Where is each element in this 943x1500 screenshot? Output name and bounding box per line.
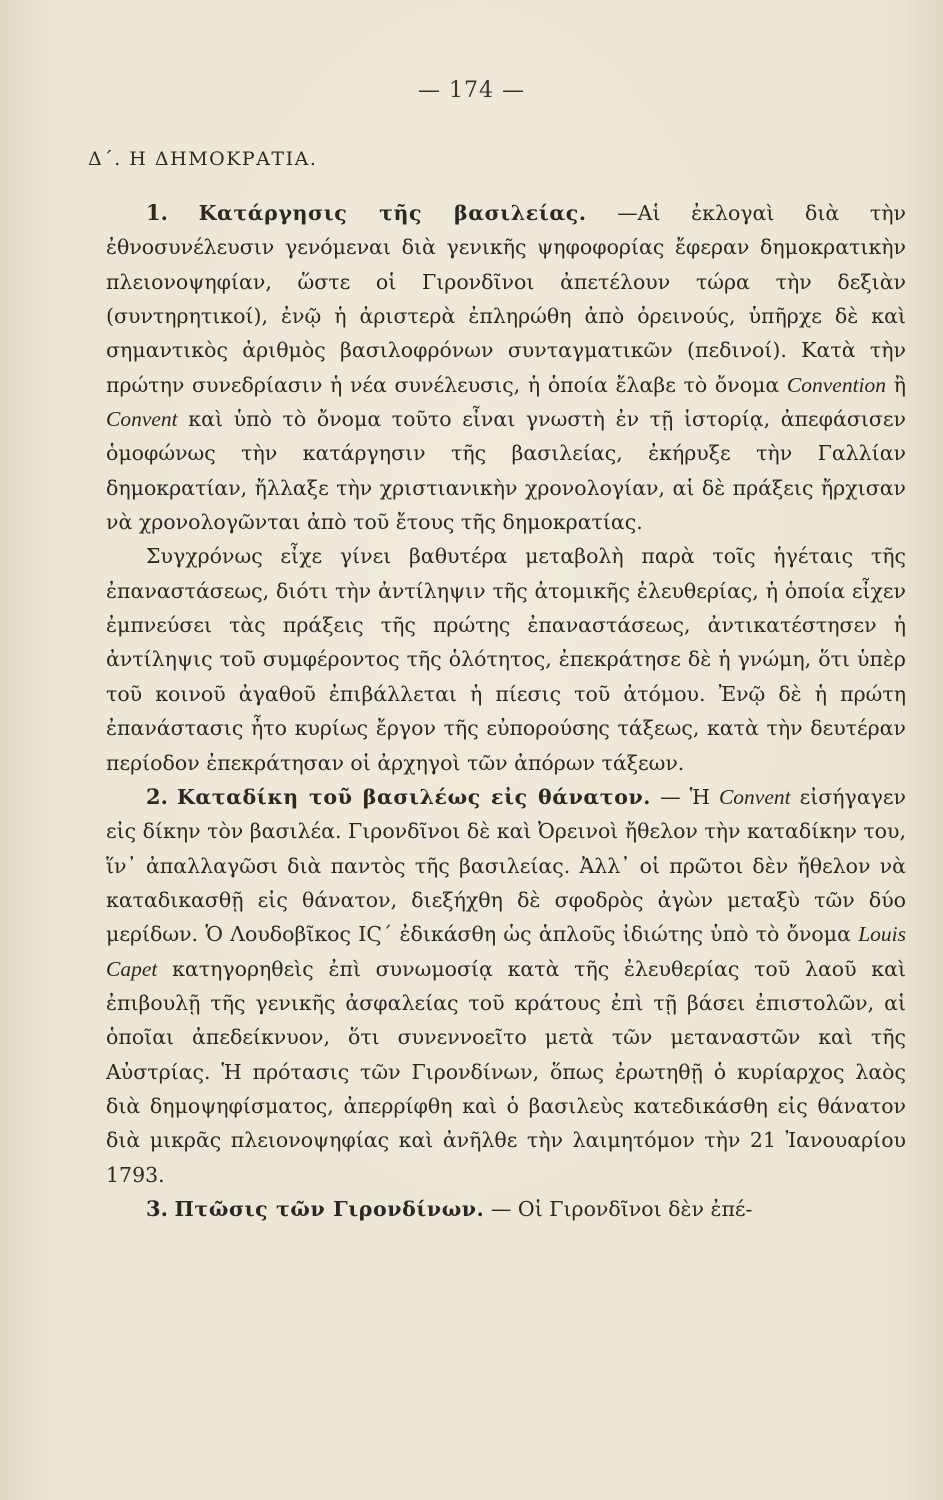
foreign-term-convent: Convent	[718, 784, 791, 809]
section-3-heading: Πτῶσις τῶν Γιρονδίνων.	[174, 1196, 485, 1221]
section-2-number: 2.	[146, 783, 168, 809]
section-2-text-c: κατηγορηθεὶς ἐπὶ συνωμοσίᾳ κατὰ τῆς ἐλευθερίας τοῦ λαοῦ καὶ ἐπιβουλῇ τῆς γενικῆς ἀσφαλείας τοῦ κράτους ἐπὶ τῇ βάσει ἐπιστολῶν, αἱ ὁποῖαι ἀπεδείκνυον, ὅτι συνεννοεῖτο μετὰ τῶν μεταναστῶν καὶ τῆς Αὐστρίας. Ἡ πρότασις τῶν Γιρονδίνων, ὅπως ἐρωτηθῇ ὁ κυρίαρχος λαὸς διὰ δημοψηφίσματος, ἀπερρίφθη καὶ ὁ βασιλεὺς κατεδικάσθη εἰς θάνατον διὰ μικρᾶς πλειονοψηφίας καὶ ἀνῆλθε τὴν λαιμητόμον τὴν 21 Ἰανουαρίου 1793.	[106, 956, 906, 1187]
section-2-heading: Καταδίκη τοῦ βασιλέως εἰς θάνατον.	[176, 784, 652, 809]
section-3-text-a: — Οἱ Γιρονδῖνοι δὲν ἐπέ-	[484, 1196, 753, 1221]
page-number: — 174 —	[418, 78, 525, 103]
section-1-paragraph	[106, 196, 906, 539]
section-3-number: 3.	[146, 1195, 168, 1221]
section-1-text-c: καὶ ὑπὸ τὸ ὄνομα τοῦτο εἶναι γνωστὴ ἐν τῇ ἱστορίᾳ, ἀπεφάσισεν ὁμοφώνως τὴν κατάργησιν τῆς βασιλείας, ἐκήρυξε τὴν Γαλλίαν δημοκρατίαν, ἤλλαξε τὴν χριστιανικὴν χρονολογίαν, αἱ δὲ πράξεις ἤρχισαν νὰ χρονολογῶνται ἀπὸ τοῦ ἔτους τῆς δημοκρατίας.	[106, 407, 906, 535]
foreign-term-convention: Convention	[786, 372, 887, 397]
foreign-term-louis-capet: Louis Capet	[106, 922, 906, 981]
section-2-paragraph	[106, 780, 906, 1192]
section-1-paragraph-2: Συγχρόνως εἶχε γίνει βαθυτέρα μεταβολὴ παρὰ τοῖς ἡγέταις τῆς ἐπαναστάσεως, διότι τὴν ἀντίληψιν τῆς ἀτομικῆς ἐλευθερίας, ἡ ὁποία εἶχεν ἐμπνεύσει τὰς πράξεις τῆς πρώτης ἐπαναστάσεως, ἀντικατέστησεν ἡ ἀντίληψις τοῦ συμφέροντος τῆς ὁλότητος, ἐπεκράτησε δὲ ἡ γνώμη, ὅτι ὑπὲρ τοῦ κοινοῦ ἀγαθοῦ ἐπιβάλλεται ἡ πίεσις τοῦ ἀτόμου. Ἐνῷ δὲ ἡ πρώτη ἐπανάστασις ἦτο κυρίως ἔργον τῆς εὐπορούσης τάξεως, κατὰ τὴν δευτέραν περίοδον ἐπεκράτησαν οἱ ἀρχηγοὶ τῶν ἀπόρων τάξεων.	[106, 544, 906, 775]
section-1-text-a: —Αἱ ἐκλογαὶ διὰ τὴν ἐθνοσυνέλευσιν γενόμεναι διὰ γενικῆς ψηφοφορίας ἔφεραν δημοκρατικὴν πλειονοψηφίαν, ὥστε οἱ Γιρονδῖνοι ἀπετέλουν τώρα τὴν δεξιὰν (συντηρητικοί), ἐνῷ ἡ ἀριστερὰ ἐπληρώθη ἀπὸ ὀρεινούς, ὑπῆρχε δὲ καὶ σημαντικὸς ἀριθμὸς βασιλοφρόνων συνταγματικῶν (πεδινοί). Κατὰ τὴν πρώτην συνεδρίασιν ἡ νέα συνέλευσις, ἡ ὁποία ἔλαβε τὸ ὄνομα	[106, 201, 906, 397]
section-2-text-a: — Ἡ	[651, 784, 719, 809]
section-2-text-b: εἰσήγαγεν εἰς δίκην τὸν βασιλέα. Γιρονδῖνοι δὲ καὶ Ὀρεινοὶ ἤθελον τὴν καταδίκην του, ἵν᾿ ἀπαλλαγῶσι διὰ παντὸς τῆς βασιλείας. Ἀλλ᾿ οἱ πρῶτοι δὲν ἤθελον νὰ καταδικασθῇ εἰς θάνατον, διεξήχθη δὲ σφοδρὸς ἀγὼν μεταξὺ τῶν δύο μερίδων. Ὁ Λουδοβῖκος ΙϚ΄ ἐδικάσθη ὡς ἁπλοῦς ἰδιώτης ὑπὸ τὸ ὄνομα	[106, 784, 906, 947]
foreign-term-convent: Convent	[106, 407, 178, 432]
section-3-paragraph	[106, 1192, 906, 1226]
section-1-number: 1.	[146, 200, 168, 225]
chapter-title: Δ΄. Η ΔΗΜΟΚΡΑΤΙΑ.	[88, 148, 318, 170]
section-1-text-b: ἢ	[886, 372, 906, 397]
body-text	[106, 196, 906, 1226]
section-1-heading: Κατάργησις τῆς βασιλείας.	[198, 201, 587, 225]
